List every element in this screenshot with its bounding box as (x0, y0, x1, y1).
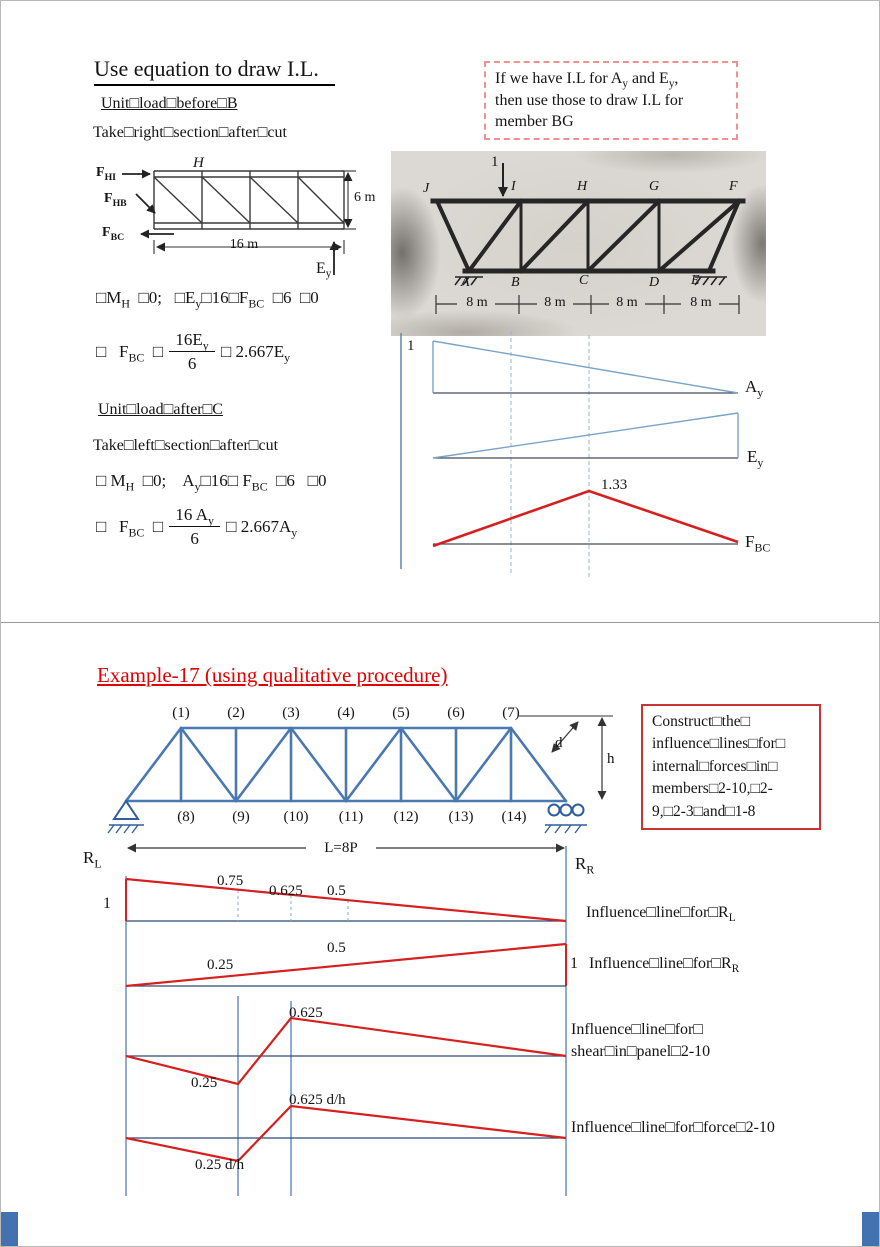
force-value-025dh: 0.25 d/h (195, 1157, 245, 1173)
node-e-label: E (691, 273, 700, 288)
top-node-4: (4) (337, 705, 355, 721)
eq-tail: □ $2.667E_y$ (216, 341, 291, 364)
bottom-node-9: (9) (232, 809, 250, 825)
node-c-label: C (579, 273, 589, 288)
node-h-label: H (193, 155, 204, 171)
ay-unit-label: 1 (407, 338, 415, 354)
fraction-numerator: 16 $A_y$ (169, 504, 220, 527)
roller-support (545, 805, 587, 834)
eq-lead: □ $F_{BC}$ □ (96, 341, 168, 364)
truss-members (154, 171, 344, 229)
note-box-il (484, 61, 738, 140)
force-value-0625dh: 0.625 d/h (289, 1092, 346, 1108)
fraction (169, 329, 214, 375)
bottom-node-10: (10) (283, 809, 309, 825)
unit-load-label: 1 (491, 154, 499, 170)
section1-heading: Unit□load□before□B (101, 95, 238, 112)
footer-accent-right (862, 1212, 879, 1247)
dim-6m-label: 6 m (354, 190, 376, 205)
bottom-node-8: (8) (177, 809, 195, 825)
dim-h-label: h (607, 751, 615, 767)
shear-caption-line2: shear□in□panel□2-10 (571, 1043, 711, 1060)
influence-line-diagrams (81, 846, 821, 1206)
ay-diagram (433, 341, 738, 393)
equation-fbc-2 (96, 504, 297, 550)
node-h-label: H (577, 179, 588, 194)
equation-fbc-1 (96, 329, 290, 375)
influence-lines-ay-ey-fbc (393, 329, 793, 584)
rl-value-05: 0.5 (327, 883, 346, 899)
section2-heading: Unit□load□after□C (98, 401, 223, 418)
node-j-label: J (423, 181, 430, 196)
force-fhb-label: $F_{HB}$ (104, 191, 127, 209)
rl-unit-label: 1 (103, 895, 111, 912)
note-line: internal□forces□in□ (652, 757, 778, 775)
top-node-1: (1) (172, 705, 190, 721)
rl-caption: $Influence□line□for□R_L$ (586, 904, 736, 925)
equation-moment-1: $□M_H$ □0; $□E_y□16□F_{BC}$ □6 □0 (96, 288, 319, 311)
node-i-label: I (511, 179, 516, 194)
dim-8m-label: 8 m (544, 295, 566, 310)
shear-value-025: 0.25 (191, 1075, 218, 1091)
note-line: 9,□2-3□and□1-8 (652, 802, 756, 820)
section2-instruction: Take□left□section□after□cut (93, 437, 279, 454)
note-line: If we have I.L for $A_y$ and $E_y$, (495, 70, 679, 91)
rl-value-075: 0.75 (217, 873, 244, 889)
bottom-node-11: (11) (338, 809, 364, 825)
supports-hatching (455, 277, 727, 285)
rr-unit-label: 1 (570, 955, 578, 972)
top-node-3: (3) (282, 705, 300, 721)
fraction-denominator: 6 (187, 354, 197, 374)
construction-lines (401, 331, 589, 579)
reaction-rl-label: $R_L$ (83, 848, 102, 871)
dim-8m-label: 8 m (466, 295, 488, 310)
rl-diagram (126, 879, 566, 921)
fraction-denominator: 6 (190, 529, 199, 549)
dim-16m-label: 16 m (229, 237, 259, 252)
force-fhi-label: $F_{HI}$ (96, 165, 116, 183)
slide-1 (1, 1, 880, 622)
node-b-label: B (511, 275, 520, 290)
eq-tail: □ $2.667A_y$ (221, 516, 298, 539)
dim-8m-label: 8 m (690, 295, 712, 310)
rr-diagram (126, 944, 566, 986)
cut-section-truss-drawing (96, 147, 386, 287)
top-node-2: (2) (227, 705, 245, 721)
bottom-node-12: (12) (393, 809, 419, 825)
rr-value-05: 0.5 (327, 940, 346, 956)
section1-instruction: Take□right□section□after□cut (93, 124, 287, 141)
equation-moment-2: □ $M_H$ □0; $A_y□16□$ $F_{BC}$ □6 □0 (96, 471, 327, 494)
ey-curve-label: $E_y$ (747, 447, 764, 470)
fbc-curve-label: $F_{BC}$ (745, 532, 771, 555)
top-node-6: (6) (447, 705, 465, 721)
construction-lines (126, 846, 566, 1196)
pin-support (108, 801, 144, 833)
node-a-label: A (461, 275, 470, 290)
node-f-label: F (729, 179, 738, 194)
truss-members (433, 201, 743, 271)
fbc-peak-label: 1.33 (601, 477, 628, 493)
ey-diagram (433, 413, 738, 458)
rr-value-025: 0.25 (207, 957, 234, 973)
shear-value-0625: 0.625 (289, 1005, 323, 1021)
note-line: then use those to draw I.L for (495, 91, 684, 109)
top-node-7: (7) (502, 705, 520, 721)
rr-caption: $Influence□line□for□R_R$ (589, 955, 740, 976)
force-fbc-label: $F_{BC}$ (102, 225, 125, 243)
influence-line-drawing (81, 846, 821, 1206)
dim-d-label: d (555, 735, 563, 751)
slide2-title: Example-17 (using qualitative procedure) (97, 663, 448, 687)
node-g-label: G (649, 179, 660, 194)
rl-value-0625: 0.625 (269, 883, 303, 899)
cut-section-truss (96, 147, 386, 287)
note-line: member BG (495, 113, 574, 131)
influence-lines-drawing (393, 329, 793, 584)
eq-lead: □ $F_{BC}$ □ (96, 516, 168, 539)
note-line: influence□lines□for□ (652, 735, 786, 753)
note-line: Construct□the□ (652, 713, 750, 730)
fraction-numerator: $16E_y$ (169, 329, 214, 352)
bottom-node-14: (14) (501, 809, 527, 825)
reaction-rr-label: $R_R$ (575, 854, 595, 877)
dim-8m-label: 8 m (616, 295, 638, 310)
note-line: members□2-10,□2- (652, 780, 773, 798)
force-diagram (126, 1106, 566, 1161)
dimension-lines (128, 716, 613, 848)
fraction (169, 504, 220, 550)
force-caption: Influence□line□for□force□2-10 (571, 1119, 775, 1136)
scanned-truss-figure (391, 151, 766, 336)
span-label: L=8P (306, 839, 376, 857)
fbc-diagram (433, 491, 738, 546)
node-d-label: D (649, 275, 660, 290)
footer-accent-left (1, 1212, 18, 1247)
slide1-title: Use equation to draw I.L. (94, 56, 335, 86)
shear-caption-line1: Influence□line□for□ (571, 1021, 704, 1038)
note-box-construct (641, 704, 821, 830)
ay-curve-label: $A_y$ (745, 377, 764, 400)
reaction-ey-label: $E_y$ (316, 260, 332, 281)
bottom-node-13: (13) (448, 809, 474, 825)
truss-members (126, 728, 566, 801)
top-node-5: (5) (392, 705, 410, 721)
slide-2 (1, 623, 880, 1247)
